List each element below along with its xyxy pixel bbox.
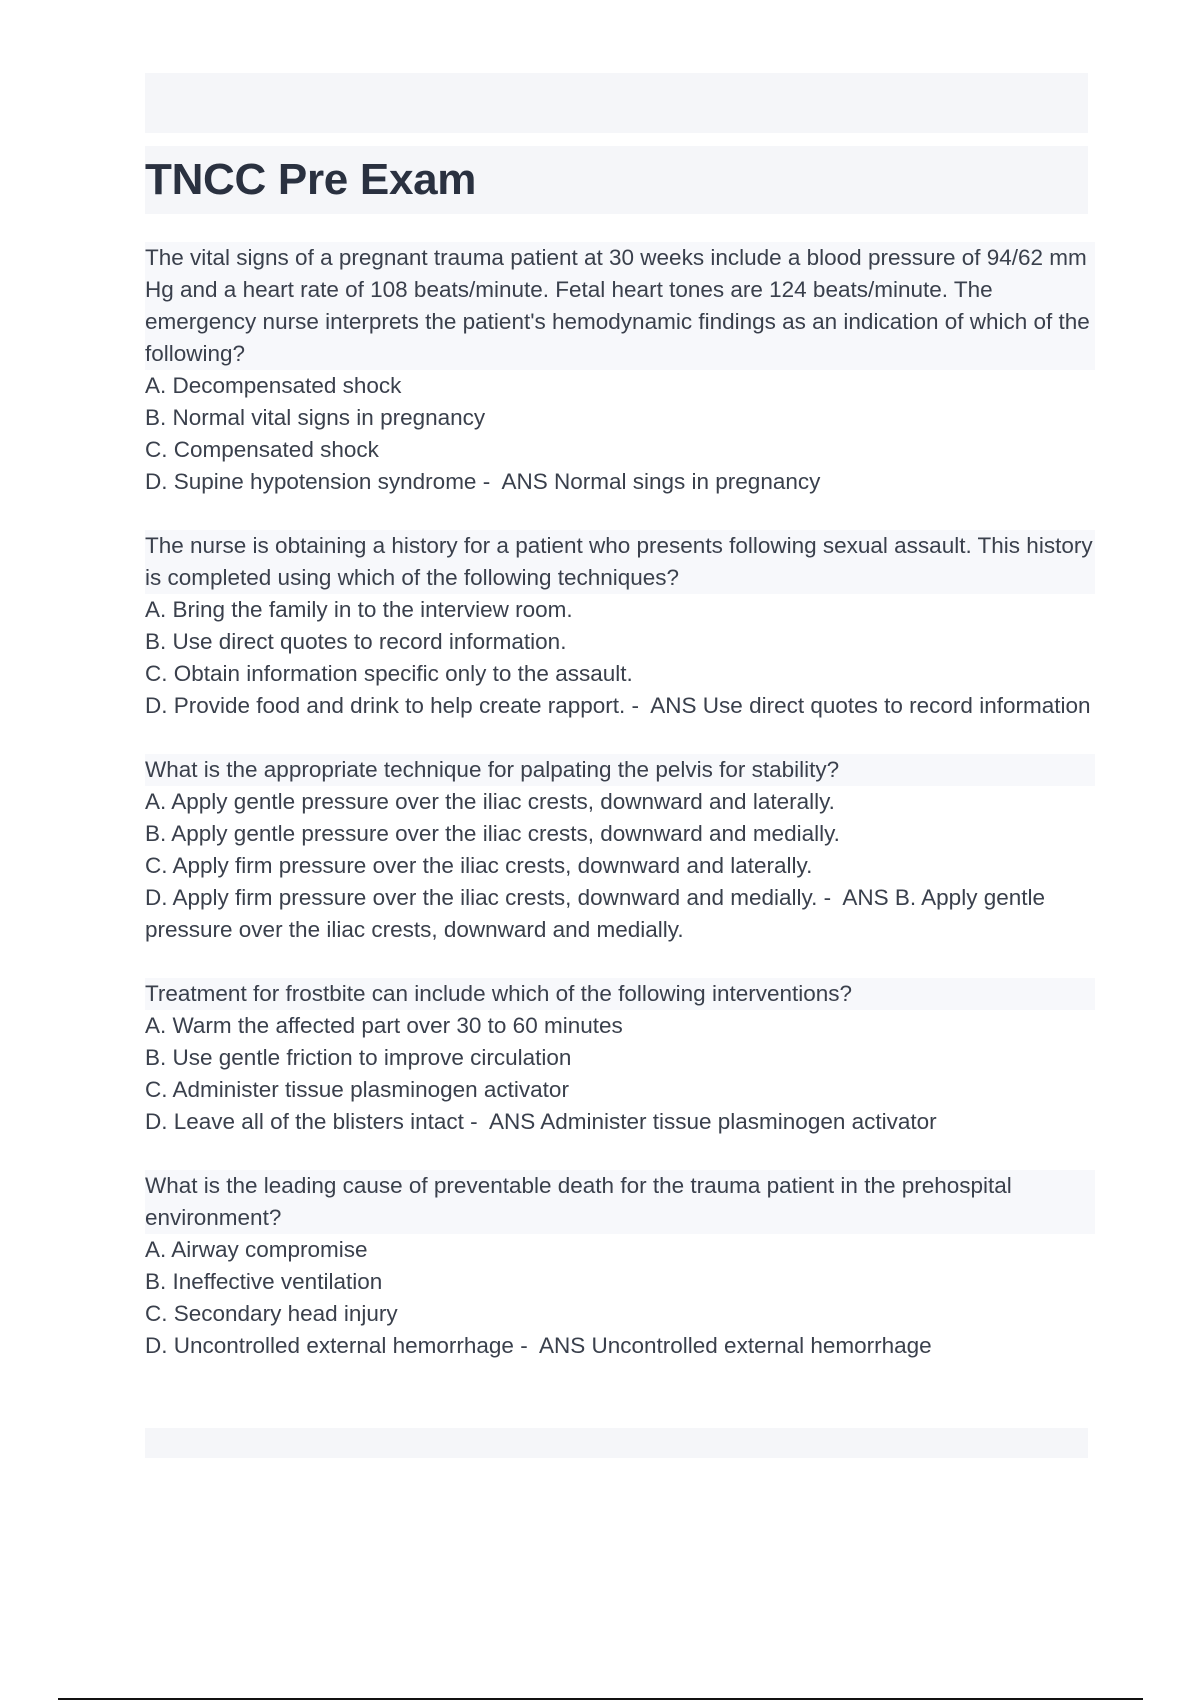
question-stem: What is the appropriate technique for palpating the pelvis for stability?	[145, 754, 1095, 786]
answer-separator: -	[476, 469, 502, 494]
question-item	[145, 754, 1095, 946]
answer-option: D. Provide food and drink to help create rapport.	[145, 693, 626, 718]
answer-key: ANS B. Apply gentle pressure over the iliac crests, downward and medially.	[145, 885, 1052, 942]
answer-option-with-key	[145, 690, 1095, 722]
answer-option-with-key	[145, 882, 1095, 946]
answer-separator: -	[463, 1109, 489, 1134]
question-item	[145, 530, 1099, 722]
answer-option-with-key	[145, 1330, 1095, 1362]
answer-key: ANS Administer tissue plasminogen activator	[488, 1109, 937, 1134]
answer-key: ANS Use direct quotes to record information	[650, 693, 1091, 718]
answer-option: A. Airway compromise	[145, 1237, 368, 1262]
answer-option: A. Bring the family in to the interview room.	[145, 597, 573, 622]
question-item	[145, 978, 1095, 1138]
answer-option: B. Use direct quotes to record information.	[145, 629, 567, 654]
answer-option: B. Ineffective ventilation	[145, 1269, 383, 1294]
answer-option: A. Warm the affected part over 30 to 60 minutes	[145, 1013, 623, 1038]
answer-option: C. Administer tissue plasminogen activator	[145, 1077, 569, 1102]
answer-separator: -	[513, 1333, 539, 1358]
answer-option-with-key	[145, 1106, 1095, 1138]
answer-option: A. Decompensated shock	[145, 373, 402, 398]
question-stem: The vital signs of a pregnant trauma patient at 30 weeks include a blood pressure of 94/62 mm Hg and a heart rate of 108 beats/minute. Fetal heart tones are 124 beats/minute. The emergency nurse interprets the patient's hemodynamic findings as an indication of which of the following?	[145, 242, 1095, 370]
question-item	[145, 1170, 1095, 1362]
answer-option: C. Secondary head injury	[145, 1301, 398, 1326]
question-list	[145, 242, 1099, 1394]
answer-option: B. Use gentle friction to improve circulation	[145, 1045, 572, 1070]
question-stem: The nurse is obtaining a history for a patient who presents following sexual assault. This history is completed using which of the following techniques?	[145, 530, 1095, 594]
answer-option: D. Uncontrolled external hemorrhage	[145, 1333, 514, 1358]
answer-separator: -	[817, 885, 843, 910]
answer-option-with-key	[145, 466, 1095, 498]
answer-key: ANS Uncontrolled external hemorrhage	[538, 1333, 932, 1358]
answer-option: D. Supine hypotension syndrome	[145, 469, 477, 494]
answer-option: D. Leave all of the blisters intact	[145, 1109, 464, 1134]
question-item	[145, 242, 1095, 498]
answer-option: B. Normal vital signs in pregnancy	[145, 405, 486, 430]
footer-band	[145, 1428, 1088, 1458]
answer-option: A. Apply gentle pressure over the iliac crests, downward and laterally.	[145, 789, 835, 814]
answer-option: C. Compensated shock	[145, 437, 379, 462]
answer-option: C. Apply firm pressure over the iliac crests, downward and laterally.	[145, 853, 813, 878]
answer-key: ANS Normal sings in pregnancy	[501, 469, 821, 494]
answer-separator: -	[625, 693, 651, 718]
title-band	[145, 146, 1088, 214]
header-band	[145, 73, 1088, 133]
answer-option: B. Apply gentle pressure over the iliac crests, downward and medially.	[145, 821, 840, 846]
question-stem: What is the leading cause of preventable death for the trauma patient in the prehospital environment?	[145, 1170, 1095, 1234]
question-stem: Treatment for frostbite can include which of the following interventions?	[145, 978, 1095, 1010]
answer-option: C. Obtain information specific only to the assault.	[145, 661, 633, 686]
page-title: TNCC Pre Exam	[145, 155, 477, 204]
answer-option: D. Apply firm pressure over the iliac crests, downward and medially.	[145, 885, 818, 910]
